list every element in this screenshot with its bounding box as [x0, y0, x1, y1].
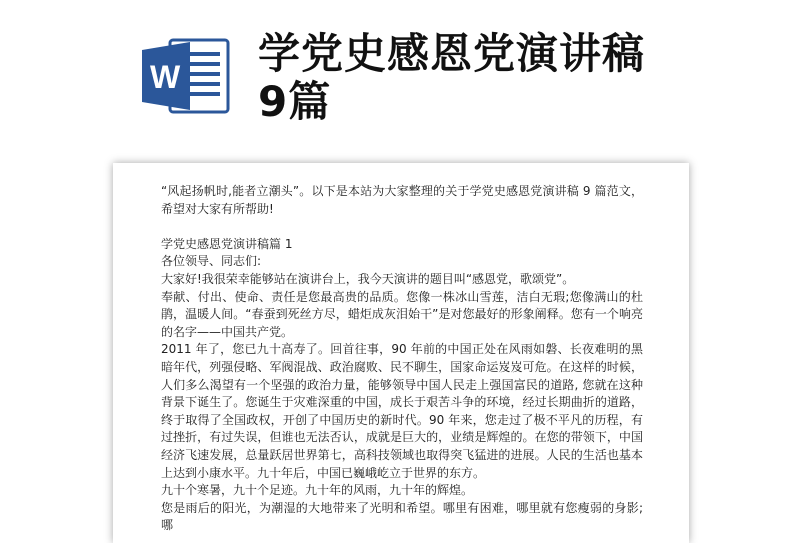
- word-document-icon: [140, 38, 232, 114]
- title-line-1: 学党史感恩党演讲稿: [258, 29, 646, 78]
- paragraph-5: 您是雨后的阳光，为潮湿的大地带来了光明和希望。哪里有困难，哪里就有您瘦弱的身影;哪: [161, 500, 643, 533]
- salutation: 各位领导、同志们:: [161, 254, 262, 269]
- title-line-2: 9篇: [258, 77, 332, 126]
- paragraph-2: 奉献、付出、使命、责任是您最高贵的品质。您像一株冰山雪莲，洁白无瑕;您像满山的杜鹃，温暖人间。“春蚕到死丝方尽，蜡炬成灰泪始干”是对您最好的形象阐释。您有一个响亮的名字——中国共产党。: [161, 289, 643, 339]
- paragraph-4: 九十个寒暑，九十个足迹。九十年的风雨，九十年的辉煌。: [161, 483, 474, 498]
- section-title: 学党史感恩党演讲稿篇 1: [161, 236, 293, 251]
- document-page: [113, 163, 689, 543]
- paragraph-1: 大家好!我很荣幸能够站在演讲台上，我今天演讲的题目叫“感恩党，歌颂党”。: [161, 271, 575, 286]
- intro-paragraph: “风起扬帆时,能者立潮头”。以下是本站为大家整理的关于学党史感恩党演讲稿 9 篇范文，希望对大家有所帮助!: [161, 184, 643, 216]
- svg-text:W: W: [150, 59, 181, 95]
- page-title: [258, 30, 698, 126]
- document-body: [161, 183, 643, 535]
- paragraph-3: 2011 年了，您已九十高寿了。回首往事，90 年前的中国正处在风雨如磐、长夜难明的黑暗年代，列强侵略、军阀混战、政治腐败、民不聊生，国家命运岌岌可危。在这样的时候，人们多么渴望有一个坚强的政治力量，能够领导中国人民走上强国富民的道路, 您就在这种背景下诞生了。您诞生于灾难深重的中国，成长于艰苦斗争的环境，经过长期曲折的道路，终于取得了全国政权，开创了中国历史的新时代。90 年来，您走过了极不平凡的历程，有过挫折，有过失误，但谁也无法否认，成就是巨大的，业绩是辉煌的。在您的带领下，中国经济飞速发展，总量跃居世界第七，高科技领域也取得突飞猛进的进展。人民的生活也基本上达到小康水平。九十年后，中国已巍峨屹立于世界的东方。: [161, 342, 643, 480]
- blank-line: [161, 218, 643, 236]
- header: [0, 0, 800, 160]
